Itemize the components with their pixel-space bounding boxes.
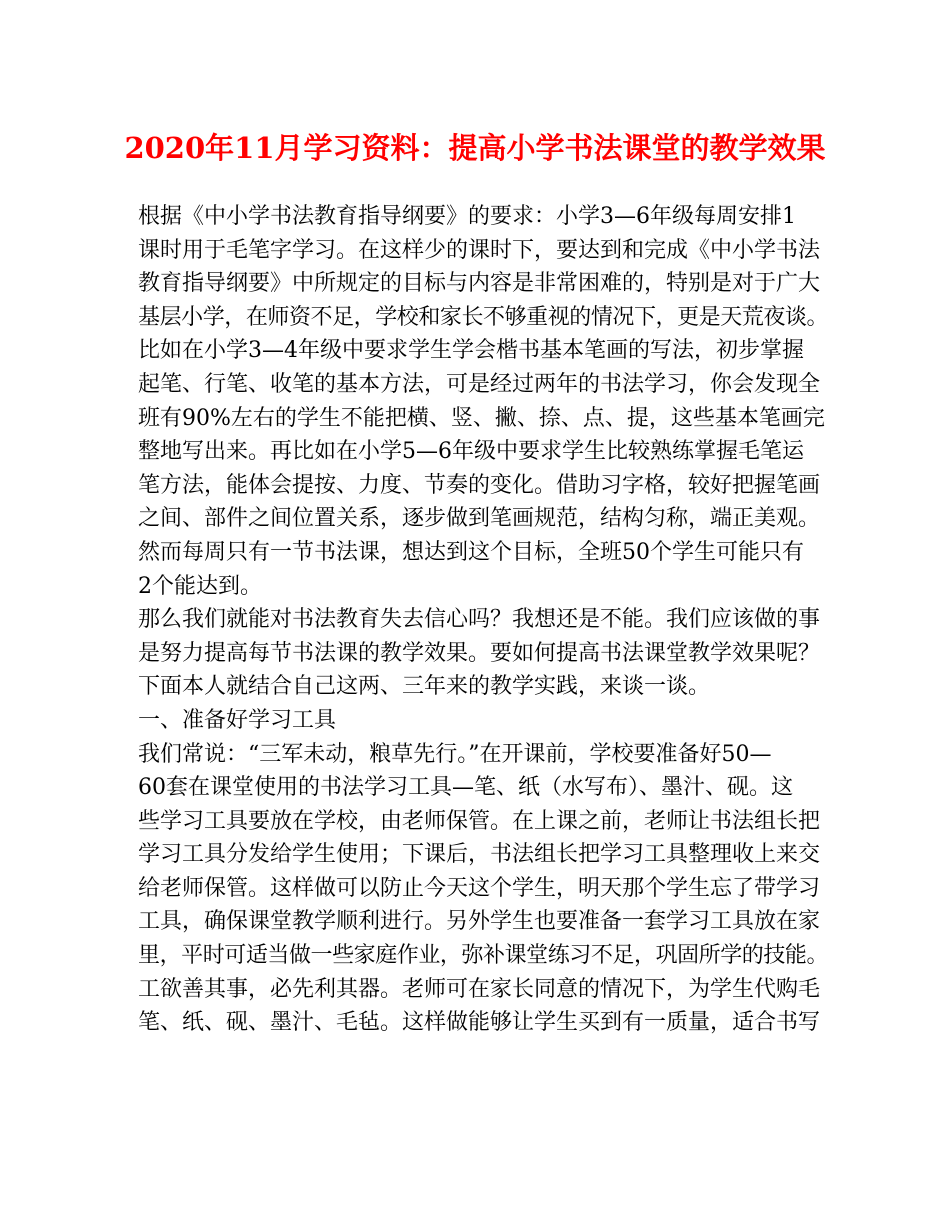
body-text-line: 下面本人就结合自己这两、三年来的教学实践，来谈一谈。 (138, 674, 711, 700)
document-title: 2020年11月学习资料：提高小学书法课堂的教学效果 (124, 131, 826, 165)
body-text-line: 基层小学，在师资不足，学校和家长不够重视的情况下，更是天荒夜谈。 (138, 304, 829, 330)
body-text-line: 60套在课堂使用的书法学习工具—笔、纸（水写布）、墨汁、砚。这 (138, 775, 793, 801)
body-text-line: 给老师保管。这样做可以防止今天这个学生，明天那个学生忘了带学习 (138, 875, 821, 901)
body-text-line: 那么我们就能对书法教育失去信心吗？我想还是不能。我们应该做的事 (138, 607, 821, 633)
body-text-line: 里，平时可适当做一些家庭作业，弥补课堂练习不足，巩固所学的技能。 (138, 943, 829, 969)
body-text-line: 笔方法，能体会提按、力度、节奏的变化。借助习字格，较好把握笔画 (138, 472, 821, 498)
body-text-line: 笔、纸、砚、墨汁、毛毡。这样做能够让学生买到有一质量，适合书写 (138, 1010, 821, 1036)
document-body (138, 200, 828, 1040)
body-text-line: 之间、部件之间位置关系，逐步做到笔画规范，结构匀称，端正美观。 (138, 506, 821, 532)
body-text-line: 然而每周只有一节书法课，想达到这个目标，全班50个学生可能只有 (138, 539, 804, 565)
body-text-line: 起笔、行笔、收笔的基本方法，可是经过两年的书法学习，你会发现全 (138, 371, 821, 397)
body-text-line: 根据《中小学书法教育指导纲要》的要求：小学3—6年级每周安排1 (138, 204, 796, 229)
body-text-line: 工具，确保课堂教学顺利进行。另外学生也要准备一套学习工具放在家 (138, 909, 821, 935)
body-text-line: 我们常说：“三军未动，粮草先行。”在开课前，学校要准备好50— (138, 741, 772, 767)
body-text-line: 比如在小学3—4年级中要求学生学会楷书基本笔画的写法，初步掌握 (138, 338, 804, 364)
body-text-line: 工欲善其事，必先利其器。老师可在家长同意的情况下，为学生代购毛 (138, 976, 821, 1002)
body-text-line: 班有90%左右的学生不能把横、竖、撇、捺、点、提，这些基本笔画完 (138, 405, 825, 431)
body-text-line: 2个能达到。 (138, 573, 262, 599)
body-text-line: 些学习工具要放在学校，由老师保管。在上课之前，老师让书法组长把 (138, 808, 821, 834)
body-text-line: 课时用于毛笔字学习。在这样少的课时下，要达到和完成《中小学书法 (138, 237, 821, 263)
body-text-line: 学习工具分发给学生使用；下课后，书法组长把学习工具整理收上来交 (138, 842, 821, 868)
body-text-line: 是努力提高每节书法课的教学效果。要如何提高书法课堂教学效果呢？ (138, 640, 821, 666)
body-text-line: 教育指导纲要》中所规定的目标与内容是非常困难的，特别是对于广大 (138, 271, 821, 297)
body-text-line: 整地写出来。再比如在小学5—6年级中要求学生比较熟练掌握毛笔运 (138, 439, 804, 465)
body-text-line: 一、准备好学习工具 (138, 707, 337, 733)
